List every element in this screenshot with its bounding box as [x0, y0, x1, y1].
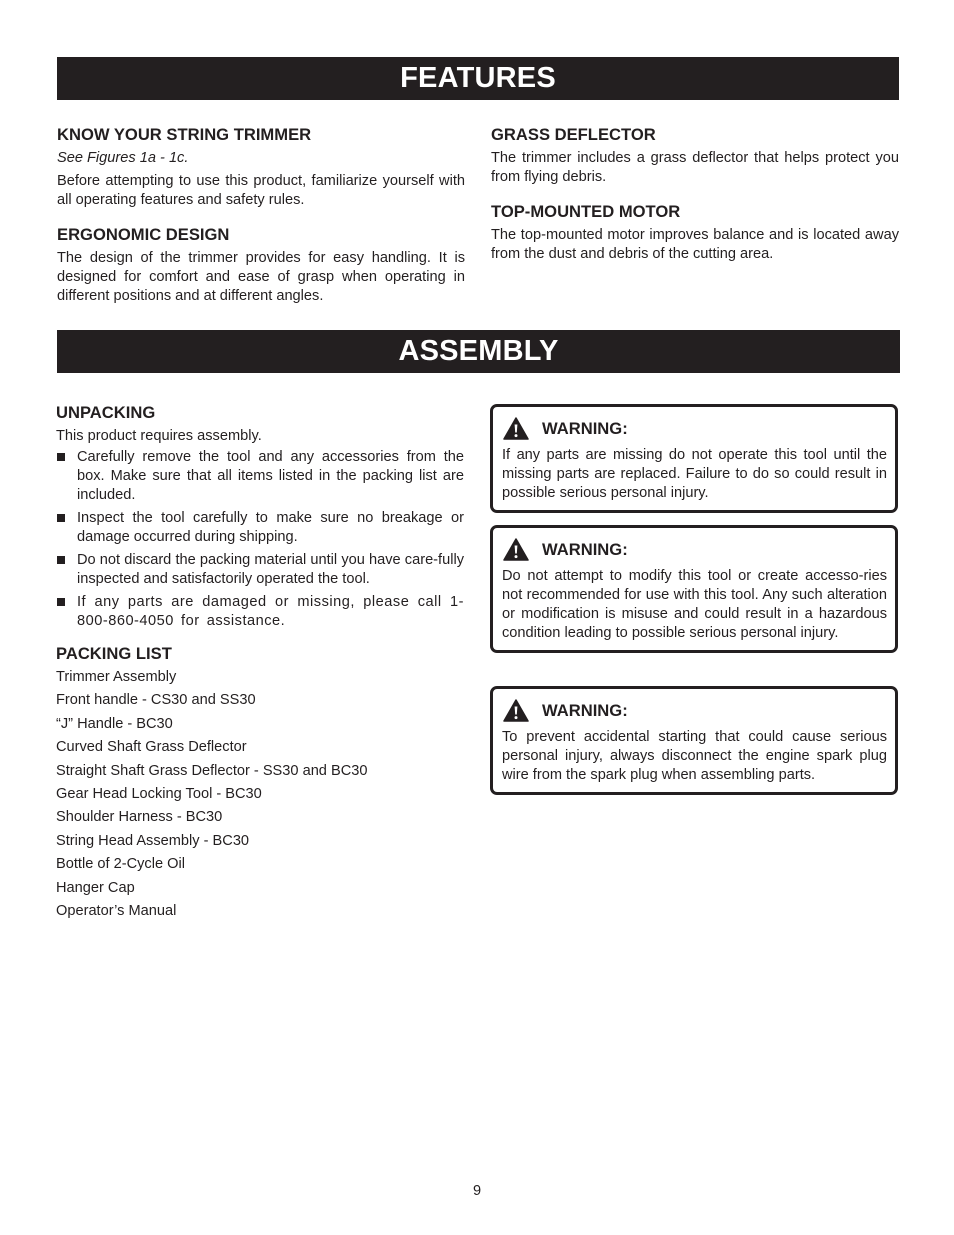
assembly-left-column: [56, 403, 464, 923]
warning-text: Do not attempt to modify this tool or create accesso-ries not recommended for use with this tool. Any such alteration or modification is misuse and could result in a hazardous condition leading to possible serious personal injury.: [502, 568, 887, 641]
bullet-text: Do not discard the packing material until you have care-fully inspected and satisfactorily operated the tool.: [77, 552, 464, 587]
bullet-text: Carefully remove the tool and any accessories from the box. Make sure that all items listed in the packing list are included.: [77, 449, 464, 503]
packing-item: Bottle of 2-Cycle Oil: [56, 856, 185, 873]
packing-item: Front handle - CS30 and SS30: [56, 692, 256, 709]
page-number: 9: [472, 1183, 482, 1199]
bullet-text: Inspect the tool carefully to make sure no breakage or damage occurred during shipping.: [77, 510, 464, 545]
packing-item: Trimmer Assembly: [56, 669, 177, 685]
ergonomic-body: The design of the trimmer provides for easy handling. It is designed for comfort and ease of grasp when operating in different positions and at different angles.: [57, 250, 465, 304]
packing-item: Shoulder Harness - BC30: [56, 809, 223, 826]
motor-heading: TOP-MOUNTED MOTOR: [491, 202, 681, 221]
packing-list: [56, 666, 464, 923]
unpacking-heading: UNPACKING: [56, 403, 156, 422]
unpacking-intro: This product requires assembly.: [56, 428, 262, 444]
packing-item: Curved Shaft Grass Deflector: [56, 739, 247, 756]
bullet-square-icon: [57, 514, 65, 522]
bullet-square-icon: [57, 556, 65, 564]
know-body: Before attempting to use this product, familiarize yourself with all operating features and safety rules.: [57, 173, 465, 208]
warning-box-1: [490, 404, 898, 513]
deflector-body: The trimmer includes a grass deflector that helps protect you from flying debris.: [491, 150, 899, 185]
list-item: [56, 509, 464, 547]
warning-header: [502, 416, 887, 440]
warning-box-2: [490, 525, 898, 653]
features-right-column: [491, 125, 899, 264]
ergonomic-heading: ERGONOMIC DESIGN: [57, 225, 230, 244]
warning-header: [502, 537, 887, 561]
packing-item: Operator’s Manual: [56, 903, 177, 920]
warning-title: WARNING:: [542, 418, 628, 438]
deflector-heading: GRASS DEFLECTOR: [491, 125, 656, 144]
motor-body: The top-mounted motor improves balance and is located away from the dust and debris of the cutting area.: [491, 227, 899, 262]
warning-text: To prevent accidental starting that could cause serious personal injury, always disconnect the engine spark plug wire from the spark plug when assembling parts.: [502, 729, 887, 783]
see-figures-note: See Figures 1a - 1c.: [57, 150, 189, 166]
bullet-text: If any parts are damaged or missing, please call 1-800-860-4050 for assistance.: [77, 594, 464, 629]
bullet-square-icon: [57, 598, 65, 606]
warning-header: [502, 698, 887, 722]
warning-title: WARNING:: [542, 539, 628, 559]
warning-triangle-icon: [503, 699, 529, 722]
warning-text: If any parts are missing do not operate this tool until the missing parts are replaced. Failure to do so could result in possible serious personal injury.: [502, 447, 887, 501]
packing-item: “J” Handle - BC30: [56, 715, 173, 732]
packing-item: Gear Head Locking Tool - BC30: [56, 786, 262, 803]
packing-item: Straight Shaft Grass Deflector - SS30 and BC30: [56, 762, 368, 779]
packing-heading: PACKING LIST: [56, 644, 172, 663]
assembly-banner: ASSEMBLY: [57, 330, 900, 373]
warning-title: WARNING:: [542, 700, 628, 720]
list-item: [56, 593, 464, 631]
features-left-column: [57, 125, 465, 306]
list-item: [56, 448, 464, 505]
features-banner: FEATURES: [57, 57, 899, 100]
warning-triangle-icon: [503, 417, 529, 440]
unpacking-list: [56, 448, 464, 631]
packing-item: Hanger Cap: [56, 879, 135, 896]
warning-box-3: [490, 686, 898, 795]
list-item: [56, 551, 464, 589]
know-heading: KNOW YOUR STRING TRIMMER: [57, 125, 312, 144]
packing-item: String Head Assembly - BC30: [56, 832, 250, 849]
warning-triangle-icon: [503, 538, 529, 561]
bullet-square-icon: [57, 453, 65, 461]
